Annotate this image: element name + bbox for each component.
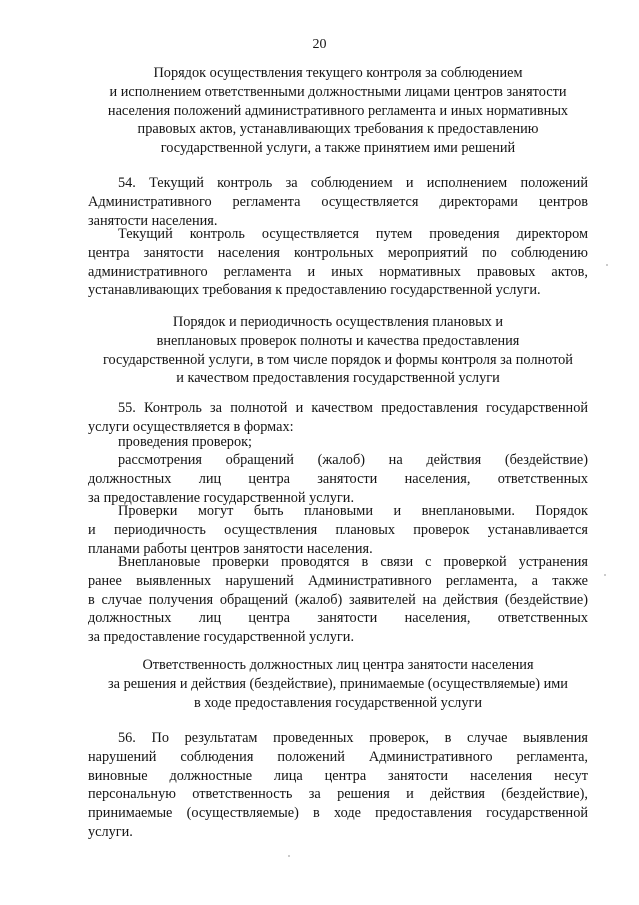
page-number: 20 (312, 37, 327, 52)
heading-line: Порядок и периодичность осуществления плановых и (172, 314, 504, 330)
paragraph-line: принимаемые (осуществляемые) в ходе предоставления государственной (88, 805, 588, 822)
paragraph-line: 55. Контроль за полнотой и качеством предоставления государственной (118, 400, 588, 416)
scan-speck (606, 264, 608, 266)
paragraph-55-unplanned (88, 553, 588, 647)
heading-line: за решения и действия (бездействие), принимаемые (осуществляемые) ими (108, 675, 568, 692)
heading-line: внеплановых проверок полноты и качества предоставления (156, 332, 520, 349)
paragraph-line: должностных лиц центра занятости населения, ответственных (88, 470, 588, 487)
scan-speck (604, 574, 606, 576)
scan-speck (288, 855, 290, 857)
heading-line: правовых актов, устанавливающих требования к предоставлению (137, 121, 539, 138)
paragraph-line: Административного регламента осуществляется директорами центров (88, 193, 588, 210)
paragraph-55-planned (88, 502, 588, 558)
paragraph-line: за предоставление государственной услуги. (88, 629, 355, 646)
paragraph-line: занятости населения. (88, 212, 218, 229)
heading-line: Ответственность должностных лиц центра занятости населения (142, 657, 534, 673)
paragraph-line: Текущий контроль осуществляется путем проведения директором (118, 226, 588, 242)
paragraph-line: персональную ответственность за решения и действия (бездействие), (88, 786, 588, 803)
paragraph-line: Проверки могут быть плановыми и внеплановыми. Порядок (118, 503, 588, 519)
heading-line: и исполнением ответственными должностными лицами центров занятости (109, 83, 567, 100)
heading-line: Порядок осуществления текущего контроля за соблюдением (153, 65, 523, 81)
paragraph-line: Внеплановые проверки проводятся в связи с проверкой устранения (118, 554, 588, 570)
paragraph-line: ранее выявленных нарушений Административного регламента, а также (88, 572, 588, 589)
paragraph-line: услуги осуществляется в формах: (88, 418, 294, 435)
paragraph-line: услуги. (88, 823, 133, 840)
heading-line: в ходе предоставления государственной услуги (194, 694, 482, 711)
heading-line: государственной услуги, а также принятием ими решений (160, 140, 516, 157)
heading-line: населения положений административного регламента и иных нормативных (107, 102, 569, 119)
section-heading-current-control (88, 64, 588, 158)
heading-line: и качеством предоставления государственной услуги (176, 370, 500, 387)
heading-line: государственной услуги, в том числе порядок и формы контроля за полнотой (103, 351, 573, 368)
paragraph-line: проведения проверок; (118, 434, 253, 450)
paragraph-line: устанавливающих требования к предоставлению государственной услуги. (88, 282, 541, 299)
paragraph-54 (88, 174, 588, 230)
paragraph-line: нарушений соблюдения положений Административного регламента, (88, 748, 588, 765)
paragraph-line: центра занятости населения контрольных мероприятий по соблюдению (88, 244, 588, 261)
section-heading-responsibility (80, 656, 596, 712)
paragraph-line: и периодичность осуществления плановых проверок устанавливается (88, 521, 588, 538)
paragraph-line: рассмотрения обращений (жалоб) на действия (бездействие) (118, 452, 588, 468)
paragraph-54-continued (88, 225, 588, 300)
paragraph-55 (88, 399, 588, 437)
paragraph-line: административного регламента и иных нормативных правовых актов, (88, 263, 588, 280)
paragraph-55-item-complaints (88, 451, 588, 507)
paragraph-line: 54. Текущий контроль за соблюдением и исполнением положений (118, 175, 588, 191)
paragraph-line: должностных лиц центра занятости населения, ответственных (88, 610, 588, 627)
paragraph-55-item-inspections (88, 433, 588, 452)
paragraph-56 (88, 729, 588, 842)
paragraph-line: планами работы центров занятости населения. (88, 540, 373, 557)
paragraph-line: в случае получения обращений (жалоб) заявителей на действия (бездействие) (88, 591, 588, 608)
section-heading-inspections (80, 313, 596, 388)
paragraph-line: виновные должностные лица центра занятости населения несут (88, 767, 588, 784)
paragraph-line: 56. По результатам проведенных проверок, в случае выявления (118, 730, 588, 746)
paragraph-line: за предоставление государственной услуги. (88, 489, 355, 506)
